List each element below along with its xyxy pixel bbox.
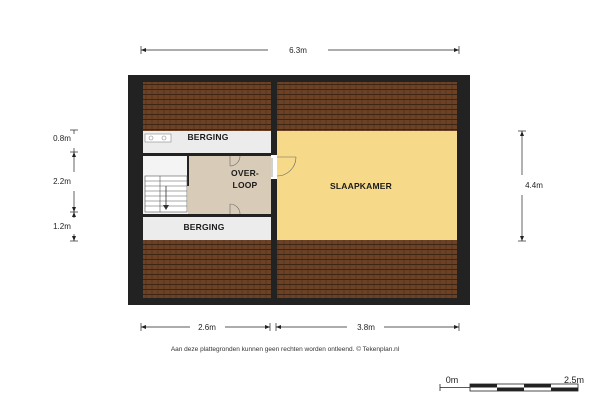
wall-stairwell [187,156,189,186]
dimension-right-width-label: 3.8m [357,323,375,332]
roof-slope-top-right [277,82,457,131]
scale-end-label: 2.5m [563,375,585,385]
storage-cabinets [145,134,171,142]
disclaimer-text: Aan deze plattegronden kunnen geen rechten worden ontleend. © Tekenplan.nl [170,346,400,353]
room-label-bedroom: SLAAPKAMER [330,181,392,191]
dimension-left-width-label: 2.6m [198,323,216,332]
scale-bar [440,384,578,391]
landing-floor [188,156,271,214]
wall-storage-bottom [143,214,271,217]
dimension-total-width-label: 6.3m [289,46,307,55]
dimension-left-h2-label: 2.2m [53,177,71,186]
dimension-right-height-label: 4.4m [525,181,543,190]
room-label-storage-bottom: BERGING [183,222,225,232]
center-divider-wall-lower [271,179,277,305]
roof-slope-top-left [143,82,271,131]
dimension-left-h1-label: 0.8m [53,134,71,143]
scale-start-label: 0m [445,375,459,385]
wall-storage-top [143,153,271,156]
center-divider-wall [271,75,277,155]
dimension-left-heights [70,130,78,241]
room-label-landing-line1: OVER- [231,168,259,178]
staircase [145,176,187,212]
dimension-left-h3-label: 1.2m [53,222,71,231]
roof-slope-bottom-right [277,240,457,298]
roof-slope-bottom-left [143,240,271,298]
room-label-storage-top: BERGING [187,132,229,142]
room-label-landing-line2: LOOP [232,180,258,190]
